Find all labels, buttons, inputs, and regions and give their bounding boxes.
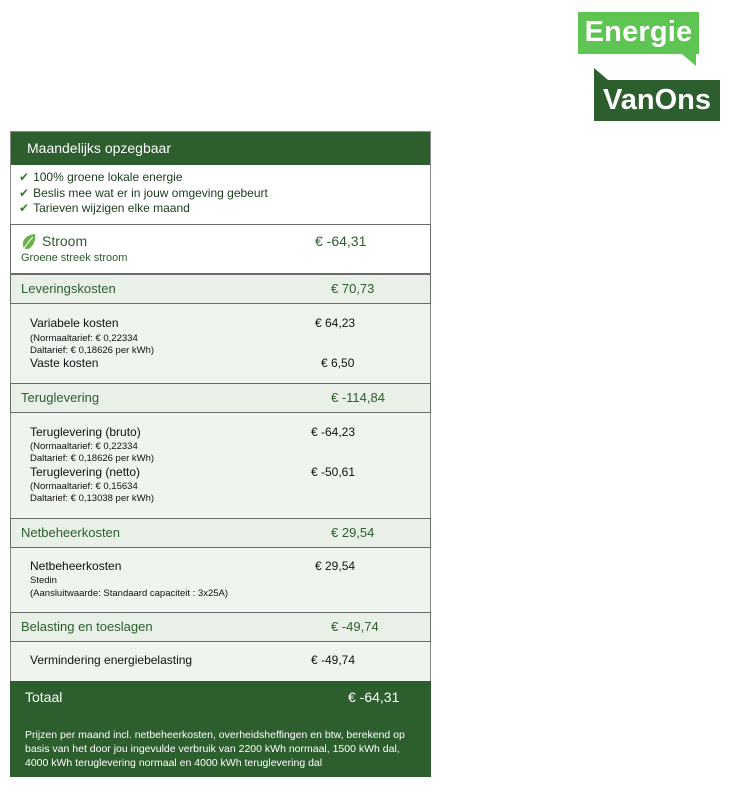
vaste-kosten-label: Vaste kosten [30, 356, 99, 370]
netbeheerkosten-label: Netbeheerkosten [30, 559, 122, 573]
section-label: Belasting en toeslagen [21, 619, 153, 634]
product-summary [10, 224, 431, 274]
logo-energie: Energie [578, 12, 699, 54]
total-footer [10, 681, 431, 777]
logo-speech-tail-top [682, 54, 696, 66]
section-netbeheerkosten [10, 518, 431, 548]
section-amount: € -49,74 [331, 619, 379, 634]
network-operator: Stedin [30, 575, 57, 586]
price-disclaimer: Prijzen per maand incl. netbeheerkosten, overheidsheffingen en btw, berekend op basis van het door jou ingevulde verbruik van 2200 kWh normaal, 1500 kWh dal, 4000 kWh teruglevering normaal en 4000 kWh teruglevering dal [25, 729, 405, 769]
vaste-kosten-amount: € 6,50 [321, 356, 355, 370]
product-name: Stroom [42, 233, 88, 249]
teruglevering-bruto-label: Teruglevering (bruto) [30, 425, 141, 439]
vermindering-energiebelasting-label: Vermindering energiebelasting [30, 653, 193, 667]
pricing-card [10, 131, 431, 776]
product-subtitle: Groene streek stroom [21, 252, 128, 264]
logo-vanons: VanOns [594, 80, 720, 121]
teruglevering-bruto-amount: € -64,23 [311, 425, 356, 439]
connection-note: (Aansluitwaarde: Standaard capaciteit : 3x25A) [30, 588, 229, 599]
tariff-note: Daltarief: € 0,18626 per kWh) [30, 453, 155, 464]
check-icon: ✔ [19, 185, 30, 200]
teruglevering-netto-amount: € -50,61 [311, 465, 356, 479]
section-teruglevering [10, 383, 431, 413]
section-amount: € -114,84 [331, 390, 385, 405]
product-price: € -64,31 [315, 233, 367, 249]
total-amount: € -64,31 [348, 689, 400, 705]
feature-item: ✔ Tarieven wijzigen elke maand [19, 201, 190, 215]
total-label: Totaal [25, 689, 63, 705]
feature-item: ✔ 100% groene lokale energie [19, 170, 183, 184]
tariff-note: (Normaaltarief: € 0,22334 [30, 333, 138, 344]
feature-list [11, 165, 430, 225]
check-icon: ✔ [19, 201, 30, 215]
tariff-note: (Normaaltarief: € 0,22334 [30, 441, 138, 452]
tariff-note: Daltarief: € 0,13038 per kWh) [30, 493, 155, 504]
section-amount: € 29,54 [331, 525, 375, 540]
check-icon: ✔ [19, 170, 30, 184]
logo-speech-tail-bottom [594, 68, 608, 80]
tariff-note: (Normaaltarief: € 0,15634 [30, 481, 138, 492]
teruglevering-netto-label: Teruglevering (netto) [30, 465, 141, 479]
section-label: Leveringskosten [21, 281, 116, 296]
plan-title: Maandelijks opzegbaar [11, 132, 430, 165]
leaf-icon [21, 233, 37, 251]
feature-item: ✔ Beslis mee wat er in jouw omgeving gebeurt [19, 185, 268, 200]
section-leveringskosten [10, 274, 431, 304]
variabele-kosten-amount: € 64,23 [315, 316, 356, 330]
tariff-note: Daltarief: € 0,18626 per kWh) [30, 345, 155, 356]
section-label: Teruglevering [21, 390, 100, 405]
vermindering-energiebelasting-amount: € -49,74 [311, 653, 356, 667]
energievanons-logo [578, 12, 720, 116]
netbeheerkosten-amount: € 29,54 [315, 559, 356, 573]
section-label: Netbeheerkosten [21, 525, 121, 540]
section-amount: € 70,73 [331, 281, 375, 296]
section-belasting [10, 612, 431, 642]
variabele-kosten-label: Variabele kosten [30, 316, 119, 330]
